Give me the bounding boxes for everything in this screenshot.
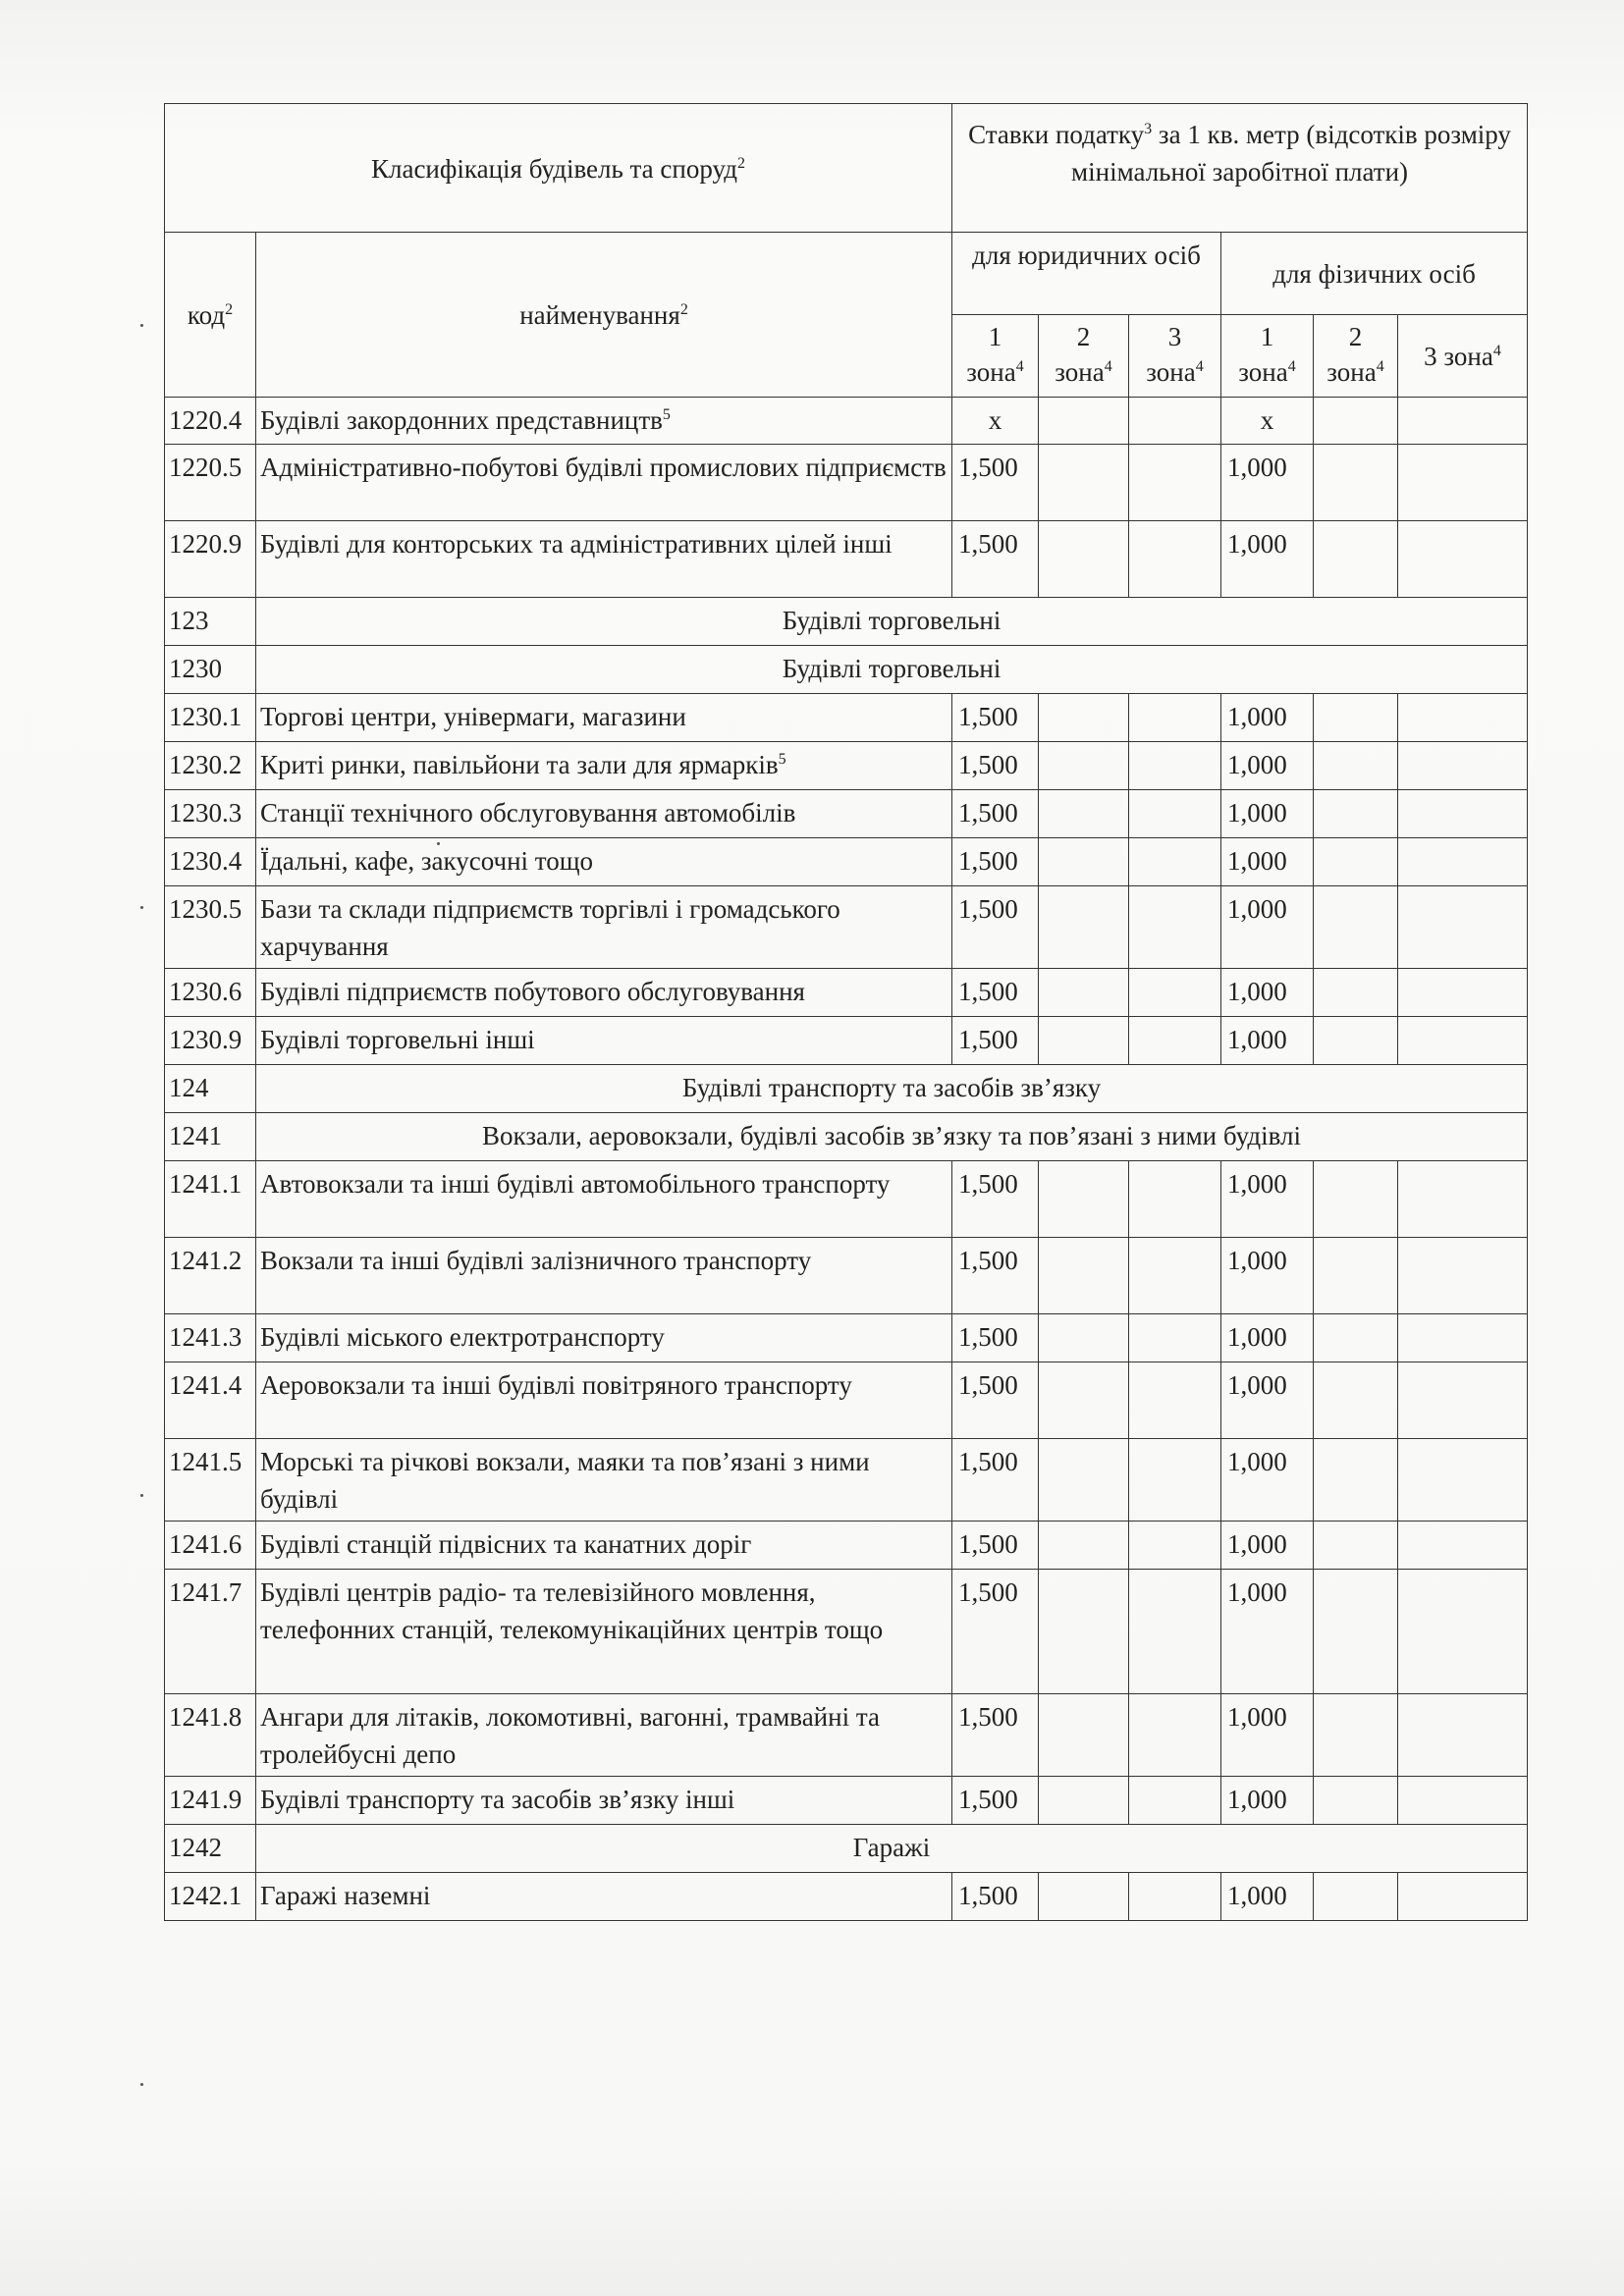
- name-text: Адміністративно-побутові будівлі промислових підприємств: [260, 453, 947, 482]
- individual-zone1-rate: 1,000: [1221, 445, 1314, 521]
- legal-zone3-rate: [1129, 1017, 1221, 1065]
- code-cell: 1241.3: [165, 1314, 256, 1362]
- legal-zone1-rate: х: [952, 398, 1039, 445]
- legal-zone2-header: 2 зона$^4$: [1039, 315, 1129, 398]
- code-cell: 1230.5: [165, 886, 256, 969]
- individual-zone2-rate: [1314, 1873, 1398, 1921]
- individual-zone3-rate: [1398, 521, 1528, 598]
- individual-zone1-rate: 1,000: [1221, 886, 1314, 969]
- code-cell: 1220.5: [165, 445, 256, 521]
- code-cell: 1241.8: [165, 1694, 256, 1777]
- legal-zone2-rate: [1039, 886, 1129, 969]
- legal-zone2-rate: [1039, 790, 1129, 838]
- section-row: [165, 1113, 1528, 1161]
- individual-zone2-rate: [1314, 838, 1398, 886]
- individual-zone2-rate: [1314, 1238, 1398, 1314]
- name-cell: [256, 1017, 952, 1065]
- name-header: найменування$^2$: [256, 233, 952, 398]
- legal-zone3-rate: [1129, 521, 1221, 598]
- legal-zone1-rate: 1,500: [952, 969, 1039, 1017]
- individual-zone2-rate: [1314, 1570, 1398, 1694]
- individual-zone2-rate: [1314, 445, 1398, 521]
- scan-speck: [140, 1494, 143, 1497]
- legal-zone3-rate: [1129, 1694, 1221, 1777]
- individual-zone1-rate: 1,000: [1221, 1017, 1314, 1065]
- name-text: Будівлі для конторських та адміністративних цілей інші: [260, 529, 893, 559]
- individual-zone1-rate: 1,000: [1221, 969, 1314, 1017]
- legal-zone2-rate: [1039, 1238, 1129, 1314]
- section-row: [165, 598, 1528, 646]
- name-cell: [256, 398, 952, 445]
- individual-zone1-rate: 1,000: [1221, 694, 1314, 742]
- name-cell: [256, 1522, 952, 1570]
- individual-zone2-rate: [1314, 1522, 1398, 1570]
- table-row: [165, 838, 1528, 886]
- section-row: [165, 1065, 1528, 1113]
- legal-zone3-rate: [1129, 1314, 1221, 1362]
- legal-zone2-rate: [1039, 1694, 1129, 1777]
- legal-zone3-rate: [1129, 398, 1221, 445]
- name-text: Бази та склади підприємств торгівлі і громадського харчування: [260, 894, 840, 961]
- individual-zone3-rate: [1398, 1017, 1528, 1065]
- name-cell: [256, 838, 952, 886]
- code-cell: 1241: [165, 1113, 256, 1161]
- table-row: [165, 1694, 1528, 1777]
- name-text: Будівлі закордонних представництв: [260, 405, 663, 435]
- name-text: Автовокзали та інші будівлі автомобільного транспорту: [260, 1169, 891, 1199]
- individual-zone1-rate: 1,000: [1221, 1314, 1314, 1362]
- name-text: Гаражі наземні: [260, 1881, 431, 1910]
- legal-zone3-rate: [1129, 1873, 1221, 1921]
- code-cell: 1230.4: [165, 838, 256, 886]
- code-cell: 1242: [165, 1825, 256, 1873]
- tax-rates-table: [164, 103, 1528, 1921]
- legal-zone2-rate: [1039, 1161, 1129, 1238]
- legal-zone3-rate: [1129, 838, 1221, 886]
- section-title: Будівлі торговельні: [256, 646, 1528, 694]
- individual-zone1-rate: 1,000: [1221, 1694, 1314, 1777]
- table-row: [165, 445, 1528, 521]
- individual-zone3-rate: [1398, 838, 1528, 886]
- legal-zone3-rate: [1129, 694, 1221, 742]
- code-cell: 1230.9: [165, 1017, 256, 1065]
- individual-zone3-rate: [1398, 1314, 1528, 1362]
- individual-zone3-rate: [1398, 886, 1528, 969]
- individual-zone1-rate: 1,000: [1221, 1873, 1314, 1921]
- individual-zone3-rate: [1398, 1161, 1528, 1238]
- individual-zone1-rate: х: [1221, 398, 1314, 445]
- table-row: [165, 1161, 1528, 1238]
- code-cell: 1230.3: [165, 790, 256, 838]
- name-text: Ангари для літаків, локомотивні, вагонні, трамвайні та тролейбусні депо: [260, 1702, 880, 1769]
- individual-zone2-rate: [1314, 1439, 1398, 1522]
- name-text: Станції технічного обслуговування автомобілів: [260, 798, 796, 828]
- code-cell: 1230: [165, 646, 256, 694]
- table-row: [165, 1522, 1528, 1570]
- table-row: [165, 521, 1528, 598]
- legal-zone3-rate: [1129, 1522, 1221, 1570]
- individual-zone1-rate: 1,000: [1221, 521, 1314, 598]
- legal-zone3-rate: [1129, 1570, 1221, 1694]
- individual-zone1-rate: 1,000: [1221, 1362, 1314, 1439]
- legal-zone3-rate: [1129, 1161, 1221, 1238]
- legal-zone1-header: 1 зона$^4$: [952, 315, 1039, 398]
- legal-zone1-rate: 1,500: [952, 1873, 1039, 1921]
- legal-zone1-rate: 1,500: [952, 1570, 1039, 1694]
- legal-zone1-rate: 1,500: [952, 1362, 1039, 1439]
- legal-zone1-rate: 1,500: [952, 1777, 1039, 1825]
- individual-zone3-rate: [1398, 1694, 1528, 1777]
- individual-zone1-rate: 1,000: [1221, 790, 1314, 838]
- name-cell: [256, 1439, 952, 1522]
- individual-zone1-rate: 1,000: [1221, 1161, 1314, 1238]
- section-row: [165, 646, 1528, 694]
- name-text: Аеровокзали та інші будівлі повітряного транспорту: [260, 1370, 852, 1400]
- table-row: [165, 1238, 1528, 1314]
- code-cell: 1220.9: [165, 521, 256, 598]
- legal-zone2-rate: [1039, 1362, 1129, 1439]
- legal-zone1-rate: 1,500: [952, 1439, 1039, 1522]
- legal-zone2-rate: [1039, 445, 1129, 521]
- code-cell: 1241.5: [165, 1439, 256, 1522]
- code-cell: 1241.9: [165, 1777, 256, 1825]
- table-row: [165, 742, 1528, 790]
- individual-zone3-rate: [1398, 742, 1528, 790]
- legal-zone3-rate: [1129, 742, 1221, 790]
- scan-speck: [437, 842, 440, 845]
- table-row: [165, 1362, 1528, 1439]
- table-header: [165, 104, 1528, 398]
- individual-zone2-rate: [1314, 790, 1398, 838]
- name-text: Вокзали та інші будівлі залізничного транспорту: [260, 1246, 812, 1275]
- code-header: код$^2$: [165, 233, 256, 398]
- legal-zone2-rate: [1039, 969, 1129, 1017]
- code-cell: 124: [165, 1065, 256, 1113]
- rates-header: Ставки податку$^3$ за 1 кв. метр (відсотків розміру мінімальної заробітної плати): [952, 104, 1528, 233]
- code-cell: 1230.2: [165, 742, 256, 790]
- table-row: [165, 886, 1528, 969]
- name-cell: [256, 790, 952, 838]
- individuals-header: для фізичних осіб: [1221, 233, 1528, 315]
- scan-speck: [140, 2083, 143, 2086]
- table-row: [165, 1777, 1528, 1825]
- table-row: [165, 1873, 1528, 1921]
- name-text: Будівлі центрів радіо- та телевізійного мовлення, телефонних станцій, телекомунікаційних центрів тощо: [260, 1577, 884, 1644]
- legal-zone2-rate: [1039, 694, 1129, 742]
- legal-zone1-rate: 1,500: [952, 1017, 1039, 1065]
- name-cell: [256, 1570, 952, 1694]
- section-title: Будівлі транспорту та засобів зв’язку: [256, 1065, 1528, 1113]
- table-row: [165, 694, 1528, 742]
- legal-zone2-rate: [1039, 838, 1129, 886]
- table-row: [165, 1017, 1528, 1065]
- name-text: Їдальні, кафе, закусочні тощо: [260, 846, 594, 876]
- scan-speck: [140, 906, 143, 909]
- section-row: [165, 1825, 1528, 1873]
- legal-zone2-rate: [1039, 1017, 1129, 1065]
- individual-zone1-rate: 1,000: [1221, 742, 1314, 790]
- code-cell: 1241.4: [165, 1362, 256, 1439]
- individual-zone1-rate: 1,000: [1221, 1238, 1314, 1314]
- legal-zone3-rate: [1129, 969, 1221, 1017]
- code-cell: 1241.1: [165, 1161, 256, 1238]
- scan-speck: [140, 324, 143, 327]
- individual-zone2-rate: [1314, 1161, 1398, 1238]
- name-text: Криті ринки, павільйони та зали для ярмарків: [260, 750, 779, 779]
- section-title: Вокзали, аеровокзали, будівлі засобів зв’язку та пов’язані з ними будівлі: [256, 1113, 1528, 1161]
- legal-zone2-rate: [1039, 1777, 1129, 1825]
- legal-zone2-rate: [1039, 1314, 1129, 1362]
- individual-zone1-rate: 1,000: [1221, 1777, 1314, 1825]
- name-cell: [256, 445, 952, 521]
- name-cell: [256, 1694, 952, 1777]
- legal-zone3-rate: [1129, 1238, 1221, 1314]
- individual-zone1-header: 1 зона$^4$: [1221, 315, 1314, 398]
- code-cell: 1241.2: [165, 1238, 256, 1314]
- individual-zone3-rate: [1398, 1777, 1528, 1825]
- legal-zone1-rate: 1,500: [952, 1238, 1039, 1314]
- footnote-mark: 5: [662, 406, 671, 423]
- name-text: Морські та річкові вокзали, маяки та пов’язані з ними будівлі: [260, 1447, 870, 1514]
- individual-zone1-rate: 1,000: [1221, 1439, 1314, 1522]
- individual-zone3-rate: [1398, 1873, 1528, 1921]
- individual-zone2-rate: [1314, 1362, 1398, 1439]
- legal-zone1-rate: 1,500: [952, 1694, 1039, 1777]
- individual-zone2-rate: [1314, 1017, 1398, 1065]
- legal-zone2-rate: [1039, 742, 1129, 790]
- individual-zone3-rate: [1398, 790, 1528, 838]
- individual-zone1-rate: 1,000: [1221, 1570, 1314, 1694]
- individual-zone2-rate: [1314, 969, 1398, 1017]
- legal-zone3-rate: [1129, 886, 1221, 969]
- code-cell: 1242.1: [165, 1873, 256, 1921]
- individual-zone3-rate: [1398, 694, 1528, 742]
- name-cell: [256, 1873, 952, 1921]
- name-cell: [256, 1161, 952, 1238]
- individual-zone1-rate: 1,000: [1221, 1522, 1314, 1570]
- name-cell: [256, 1314, 952, 1362]
- legal-zone1-rate: 1,500: [952, 694, 1039, 742]
- table-row: [165, 1439, 1528, 1522]
- legal-zone1-rate: 1,500: [952, 1522, 1039, 1570]
- legal-zone1-rate: 1,500: [952, 742, 1039, 790]
- table-row: [165, 1314, 1528, 1362]
- table-row: [165, 969, 1528, 1017]
- legal-zone1-rate: 1,500: [952, 838, 1039, 886]
- code-cell: 123: [165, 598, 256, 646]
- individual-zone3-rate: [1398, 398, 1528, 445]
- name-text: Торгові центри, універмаги, магазини: [260, 702, 686, 731]
- legal-entities-header: для юридичних осіб: [952, 233, 1221, 315]
- legal-zone1-rate: 1,500: [952, 886, 1039, 969]
- name-cell: [256, 1238, 952, 1314]
- legal-zone2-rate: [1039, 1570, 1129, 1694]
- table-row: [165, 1570, 1528, 1694]
- name-text: Будівлі транспорту та засобів зв’язку інші: [260, 1785, 735, 1814]
- individual-zone3-rate: [1398, 445, 1528, 521]
- footnote-mark: 5: [778, 751, 786, 768]
- name-cell: [256, 886, 952, 969]
- individual-zone3-rate: [1398, 1570, 1528, 1694]
- individual-zone3-rate: [1398, 969, 1528, 1017]
- individual-zone2-rate: [1314, 398, 1398, 445]
- name-cell: [256, 694, 952, 742]
- legal-zone1-rate: 1,500: [952, 790, 1039, 838]
- legal-zone3-header: 3 зона$^4$: [1129, 315, 1221, 398]
- table-body: [165, 398, 1528, 1921]
- classification-header: Класифікація будівель та споруд$^2$: [165, 104, 952, 233]
- name-cell: [256, 1777, 952, 1825]
- name-text: Будівлі станцій підвісних та канатних доріг: [260, 1529, 752, 1559]
- individual-zone3-rate: [1398, 1439, 1528, 1522]
- legal-zone2-rate: [1039, 1522, 1129, 1570]
- section-title: Будівлі торговельні: [256, 598, 1528, 646]
- code-cell: 1241.7: [165, 1570, 256, 1694]
- section-title: Гаражі: [256, 1825, 1528, 1873]
- legal-zone1-rate: 1,500: [952, 445, 1039, 521]
- legal-zone3-rate: [1129, 1777, 1221, 1825]
- legal-zone2-rate: [1039, 1873, 1129, 1921]
- code-cell: 1241.6: [165, 1522, 256, 1570]
- individual-zone2-rate: [1314, 521, 1398, 598]
- individual-zone2-rate: [1314, 1314, 1398, 1362]
- name-text: Будівлі підприємств побутового обслуговування: [260, 977, 805, 1006]
- legal-zone3-rate: [1129, 1362, 1221, 1439]
- name-cell: [256, 1362, 952, 1439]
- individual-zone3-rate: [1398, 1522, 1528, 1570]
- individual-zone2-rate: [1314, 886, 1398, 969]
- individual-zone2-rate: [1314, 1777, 1398, 1825]
- legal-zone3-rate: [1129, 1439, 1221, 1522]
- code-cell: 1230.6: [165, 969, 256, 1017]
- legal-zone3-rate: [1129, 445, 1221, 521]
- legal-zone2-rate: [1039, 398, 1129, 445]
- name-text: Будівлі міського електротранспорту: [260, 1322, 665, 1352]
- legal-zone3-rate: [1129, 790, 1221, 838]
- individual-zone3-rate: [1398, 1362, 1528, 1439]
- legal-zone1-rate: 1,500: [952, 1314, 1039, 1362]
- table-row: [165, 398, 1528, 445]
- individual-zone3-header: 3 зона$^4$: [1398, 315, 1528, 398]
- individual-zone1-rate: 1,000: [1221, 838, 1314, 886]
- table-row: [165, 790, 1528, 838]
- individual-zone2-rate: [1314, 694, 1398, 742]
- legal-zone1-rate: 1,500: [952, 1161, 1039, 1238]
- name-cell: [256, 742, 952, 790]
- code-cell: 1230.1: [165, 694, 256, 742]
- legal-zone1-rate: 1,500: [952, 521, 1039, 598]
- individual-zone2-header: 2 зона$^4$: [1314, 315, 1398, 398]
- legal-zone2-rate: [1039, 1439, 1129, 1522]
- legal-zone2-rate: [1039, 521, 1129, 598]
- individual-zone2-rate: [1314, 742, 1398, 790]
- name-cell: [256, 521, 952, 598]
- name-cell: [256, 969, 952, 1017]
- code-cell: 1220.4: [165, 398, 256, 445]
- individual-zone2-rate: [1314, 1694, 1398, 1777]
- individual-zone3-rate: [1398, 1238, 1528, 1314]
- name-text: Будівлі торговельні інші: [260, 1025, 535, 1054]
